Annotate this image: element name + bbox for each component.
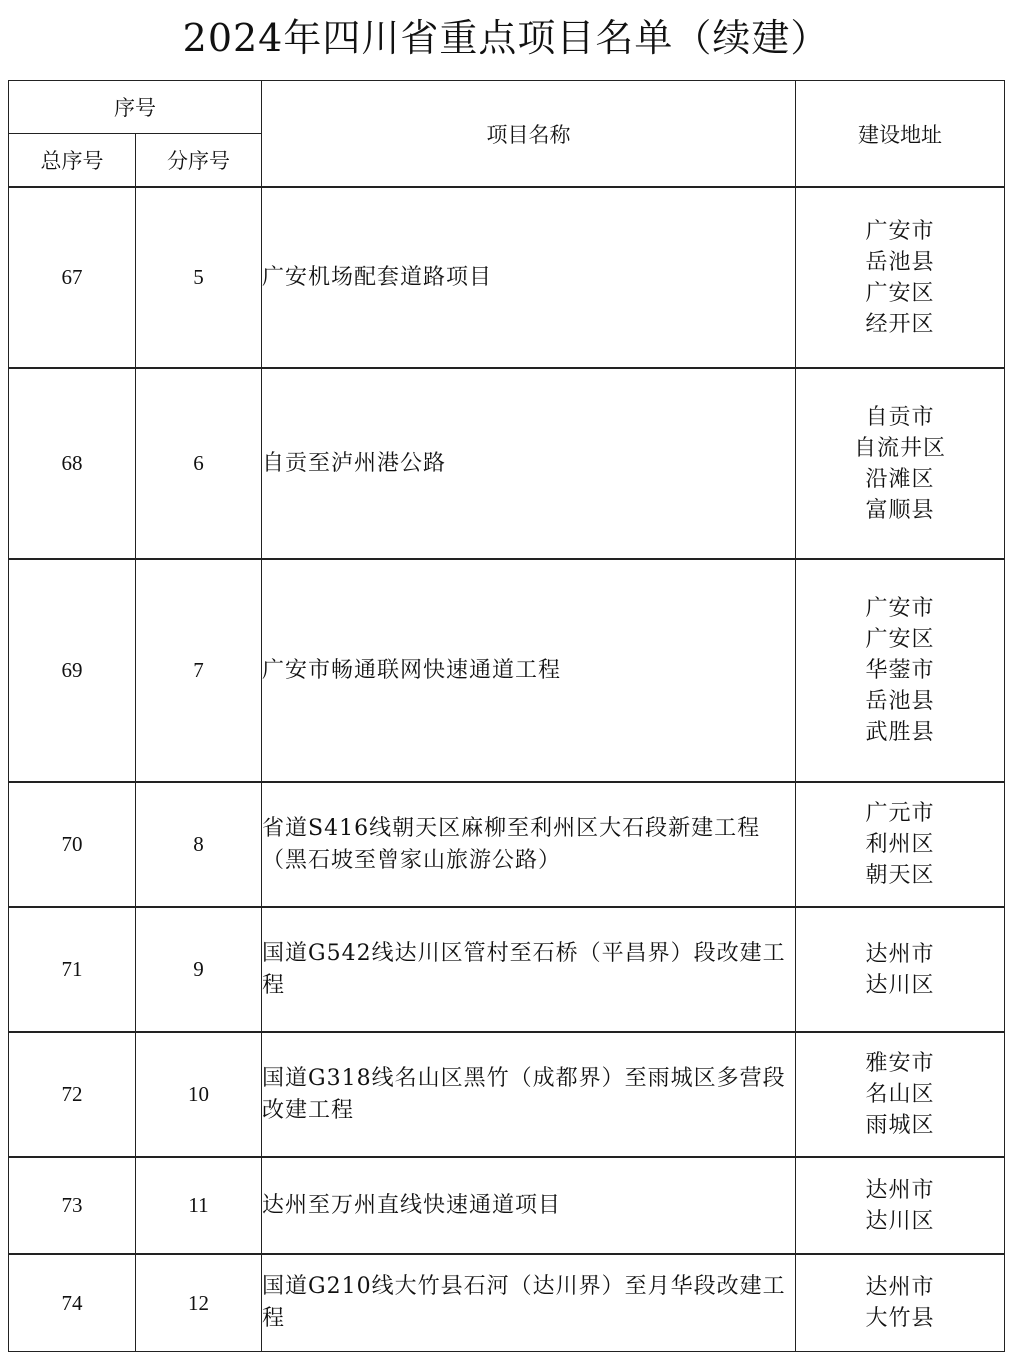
table-row (9, 187, 1005, 368)
location-line: 自流井区 (853, 435, 946, 461)
sub-index-cell: 9 (136, 907, 262, 1032)
location-line: 广安区 (865, 627, 935, 652)
total-index-cell: 71 (9, 907, 136, 1032)
location-cell (796, 1254, 1005, 1352)
location-line: 达州市 (865, 941, 935, 967)
header-sub-index: 分序号 (136, 134, 262, 188)
location-line: 达州市 (865, 1275, 935, 1300)
table-row (9, 907, 1005, 1032)
table-row (9, 782, 1005, 907)
sub-index-cell: 8 (136, 782, 262, 907)
location-line: 达州市 (865, 1177, 935, 1203)
table-row (9, 1157, 1005, 1254)
location-line: 华蓥市 (865, 658, 935, 683)
location-line: 岳池县 (865, 689, 935, 714)
location-line: 广安市 (865, 596, 935, 621)
location-line: 沿滩区 (865, 466, 935, 492)
sub-index-cell: 7 (136, 559, 262, 782)
location-line: 达川区 (865, 972, 935, 998)
project-name-cell: 国道G318线名山区黑竹（成都界）至雨城区多营段改建工程 (262, 1032, 796, 1157)
total-index-cell: 69 (9, 559, 136, 782)
location-line: 富顺县 (865, 497, 935, 523)
location-line: 大竹县 (865, 1306, 935, 1331)
table-row (9, 368, 1005, 559)
project-name-cell: 国道G542线达川区管村至石桥（平昌界）段改建工程 (262, 907, 796, 1032)
location-line: 广安区 (865, 280, 935, 306)
project-name-cell: 国道G210线大竹县石河（达川界）至月华段改建工程 (262, 1254, 796, 1352)
location-line: 朝天区 (865, 863, 935, 888)
location-cell (796, 782, 1005, 907)
location-line: 雅安市 (865, 1051, 935, 1076)
project-name-cell: 达州至万州直线快速通道项目 (262, 1157, 796, 1254)
sub-index-cell: 11 (136, 1157, 262, 1254)
header-total-index: 总序号 (9, 134, 136, 188)
sub-index-cell: 12 (136, 1254, 262, 1352)
project-name-cell: 广安机场配套道路项目 (262, 187, 796, 368)
header-row-top (9, 81, 1005, 134)
location-cell (796, 559, 1005, 782)
sub-index-cell: 10 (136, 1032, 262, 1157)
location-cell (796, 187, 1005, 368)
location-line: 雨城区 (865, 1113, 935, 1138)
project-name-cell: 省道S416线朝天区麻柳至利州区大石段新建工程（黑石坡至曾家山旅游公路） (262, 782, 796, 907)
total-index-cell: 74 (9, 1254, 136, 1352)
location-line: 利州区 (865, 832, 935, 857)
location-cell (796, 1032, 1005, 1157)
sub-index-cell: 5 (136, 187, 262, 368)
project-name-cell: 广安市畅通联网快速通道工程 (262, 559, 796, 782)
location-line: 达川区 (865, 1208, 935, 1234)
location-line: 名山区 (865, 1082, 935, 1107)
total-index-cell: 73 (9, 1157, 136, 1254)
location-line: 广安市 (865, 218, 935, 244)
location-line: 自贡市 (865, 404, 935, 430)
table-row (9, 559, 1005, 782)
project-table (8, 80, 1005, 1352)
total-index-cell: 67 (9, 187, 136, 368)
total-index-cell: 72 (9, 1032, 136, 1157)
location-line: 武胜县 (865, 720, 935, 745)
location-cell (796, 368, 1005, 559)
location-cell (796, 1157, 1005, 1254)
header-location: 建设地址 (796, 81, 1005, 188)
total-index-cell: 68 (9, 368, 136, 559)
location-cell (796, 907, 1005, 1032)
location-line: 经开区 (865, 311, 935, 337)
header-serial-group: 序号 (9, 81, 262, 134)
table-row (9, 1032, 1005, 1157)
location-line: 岳池县 (865, 249, 935, 275)
location-line: 广元市 (865, 801, 935, 826)
sub-index-cell: 6 (136, 368, 262, 559)
total-index-cell: 70 (9, 782, 136, 907)
header-project-name: 项目名称 (262, 81, 796, 188)
project-name-cell: 自贡至泸州港公路 (262, 368, 796, 559)
page-title: 2024年四川省重点项目名单（续建） (182, 16, 830, 60)
table-row (9, 1254, 1005, 1352)
